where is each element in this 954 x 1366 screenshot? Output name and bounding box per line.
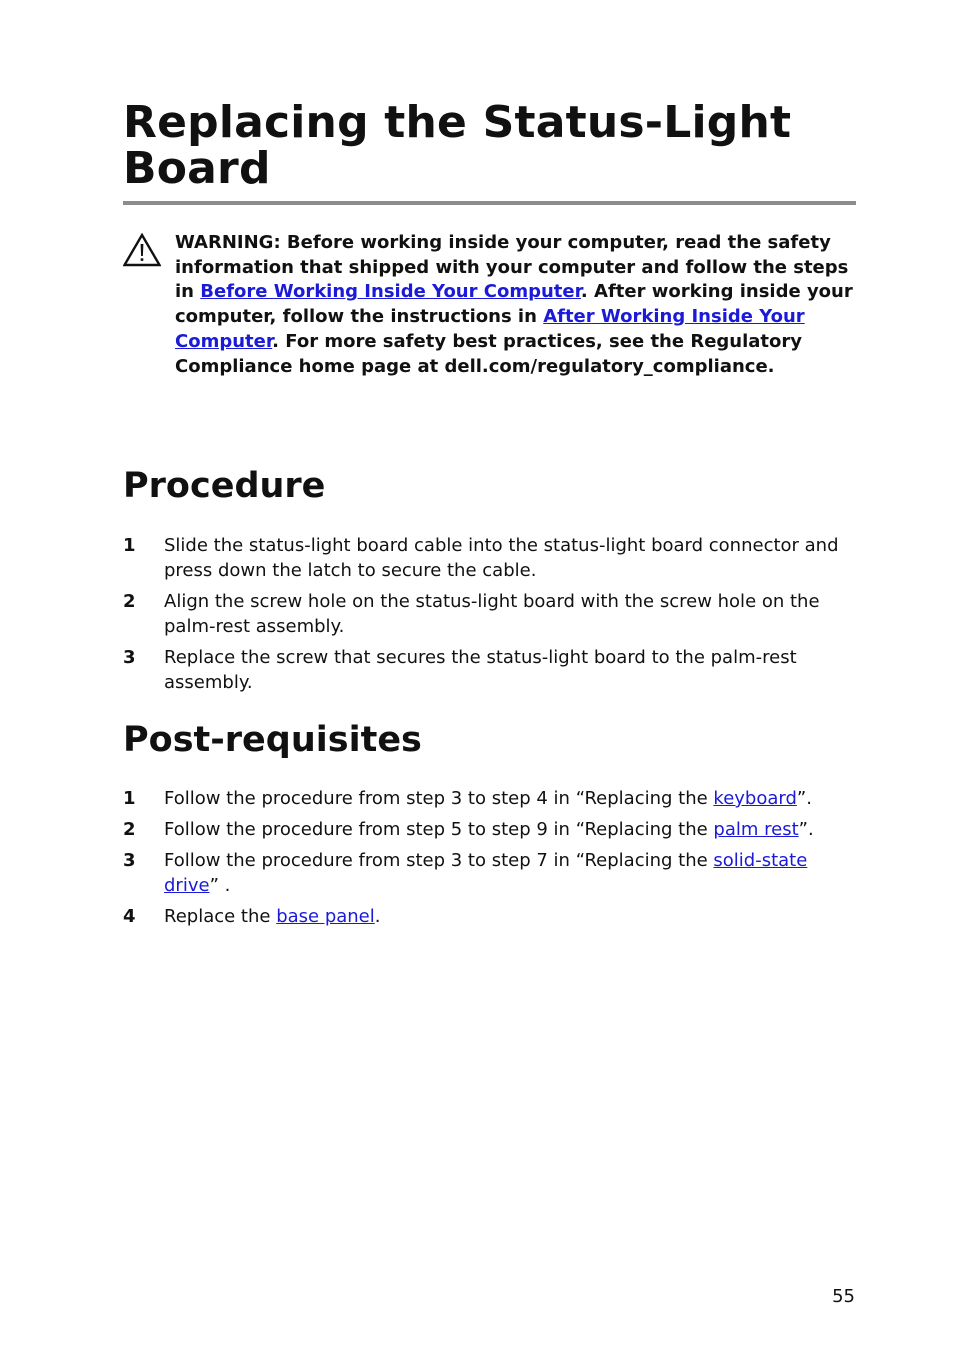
palm-rest-link[interactable]: palm rest <box>713 819 799 840</box>
postrequisite-step <box>123 848 856 898</box>
postrequisite-step <box>123 817 856 842</box>
procedure-step <box>123 645 856 695</box>
postrequisites-heading: Post-requisites <box>123 720 422 760</box>
step-number: 3 <box>123 647 136 668</box>
step-text-part: ”. <box>798 819 814 840</box>
step-text-part: ” . <box>209 875 231 896</box>
step-number: 3 <box>123 850 136 871</box>
warning-triangle-icon <box>123 233 161 267</box>
procedure-heading: Procedure <box>123 466 326 506</box>
solid-state-drive-link[interactable]: solid-state drive <box>164 850 808 896</box>
step-number: 1 <box>123 788 136 809</box>
warning-text-part: WARNING: Before working inside your computer, read the safety information that shipped with your computer and follow the steps in <box>175 232 849 303</box>
postrequisite-step <box>123 786 856 811</box>
title-divider <box>123 201 856 205</box>
procedure-step <box>123 589 856 639</box>
before-working-link[interactable]: Before Working Inside Your Computer <box>200 281 581 303</box>
procedure-steps <box>123 533 856 701</box>
step-text-part: Follow the procedure from step 3 to step 7 in “Replacing the <box>164 850 714 871</box>
warning-text-part: . For more safety best practices, see the Regulatory Compliance home page at dell.com/regulatory_compliance. <box>175 330 802 377</box>
page-title: Replacing the Status-Light Board <box>123 97 792 194</box>
step-text-part: ”. <box>796 788 812 809</box>
step-text <box>164 904 844 929</box>
keyboard-link[interactable]: keyboard <box>713 788 797 809</box>
step-number: 4 <box>123 906 136 927</box>
postrequisite-step <box>123 904 856 929</box>
step-number: 2 <box>123 819 136 840</box>
step-text-part: Follow the procedure from step 3 to step 4 in “Replacing the <box>164 788 714 809</box>
step-number: 2 <box>123 591 136 612</box>
step-text <box>164 848 844 898</box>
step-text <box>164 786 844 811</box>
step-text-part: Follow the procedure from step 5 to step 9 in “Replacing the <box>164 819 714 840</box>
postrequisites-steps <box>123 786 856 935</box>
base-panel-link[interactable]: base panel <box>276 906 375 927</box>
step-text-part: Replace the <box>164 906 277 927</box>
warning-text-part: . After working inside your computer, follow the instructions in <box>175 281 853 328</box>
after-working-link[interactable]: After Working Inside Your Computer <box>175 306 805 352</box>
step-number: 1 <box>123 535 136 556</box>
step-text: Replace the screw that secures the status-light board to the palm-rest assembly. <box>164 647 797 693</box>
step-text: Slide the status-light board cable into the status-light board connector and press down the latch to secure the cable. <box>164 535 839 581</box>
step-text <box>164 817 844 842</box>
warning-text <box>175 231 856 379</box>
step-text-part: . <box>374 906 381 927</box>
step-text: Align the screw hole on the status-light board with the screw hole on the palm-rest assembly. <box>164 591 820 637</box>
procedure-step <box>123 533 856 583</box>
page-number: 55 <box>832 1286 855 1307</box>
